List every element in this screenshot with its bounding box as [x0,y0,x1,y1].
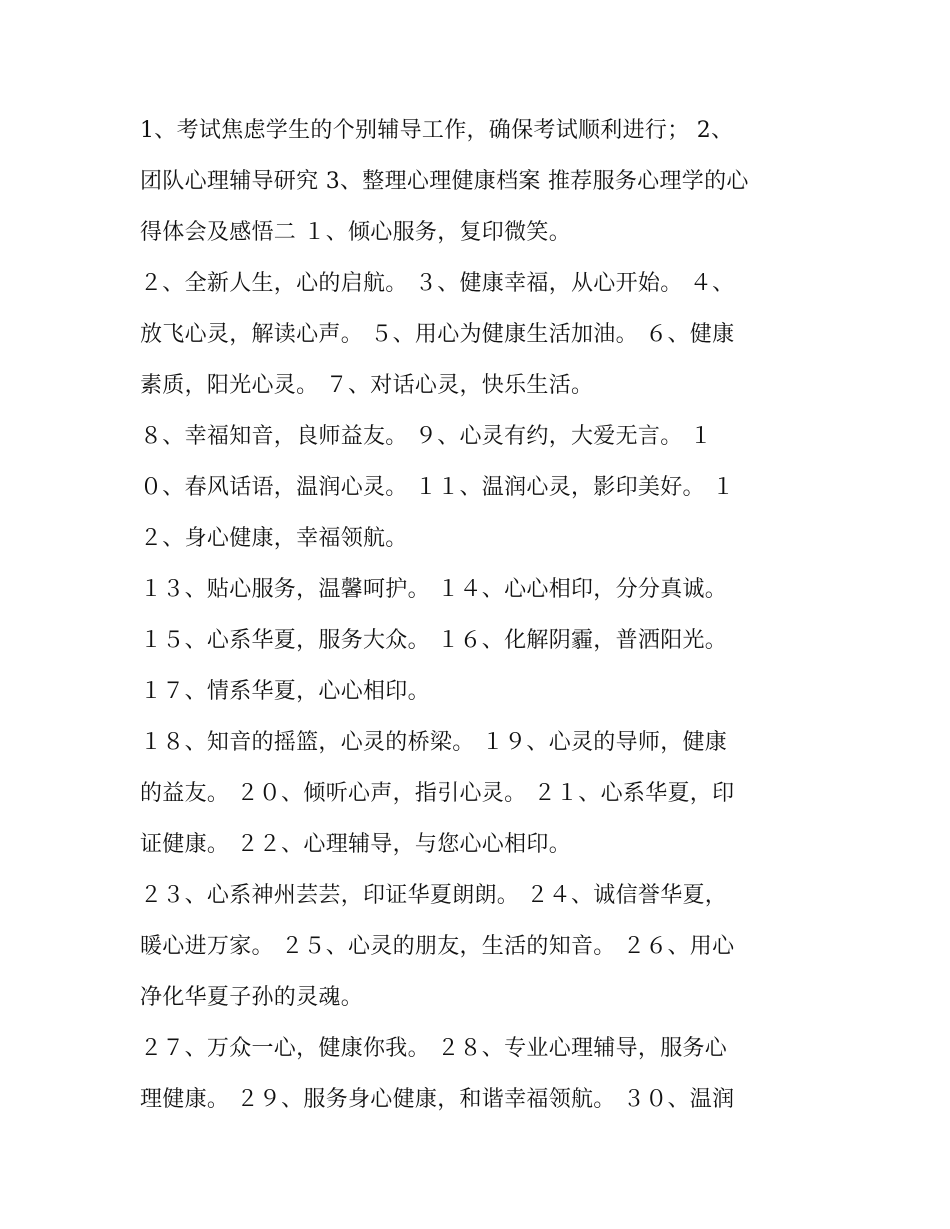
text-line: ８、幸福知音，良师益友。 ９、心灵有约，大爱无言。 １ [140,424,713,449]
text-line: ２、全新人生，心的启航。 ３、健康幸福，从心开始。 ４、 [140,271,735,296]
text-line: ２３、心系神州芸芸，印证华夏朗朗。 ２４、诚信誉华夏， [140,883,728,908]
text-line: １５、心系华夏，服务大众。 １６、化解阴霾，普洒阳光。 [140,628,728,653]
text-line: ０、春风话语，温润心灵。 １１、温润心灵，影印美好。 １ [140,475,735,500]
text-line: ２、身心健康，幸福领航。 [140,526,408,551]
text-line: 团队心理辅导研究 3、整理心理健康档案 推荐服务心理学的心 [140,169,749,194]
text-line: １３、贴心服务，温馨呵护。 １４、心心相印，分分真诚。 [140,577,728,602]
text-line: 素质，阳光心灵。 ７、对话心灵，快乐生活。 [140,373,594,398]
document-body [140,111,820,1131]
text-line: 暖心进万家。 ２５、心灵的朋友，生活的知音。 ２６、用心 [140,934,735,959]
text-line: 得体会及感悟二 １、倾心服务，复印微笑。 [140,220,571,245]
text-line: 放飞心灵，解读心声。 ５、用心为健康生活加油。 ６、健康 [140,322,735,347]
text-line: 证健康。 ２２、心理辅导，与您心心相印。 [140,832,571,857]
text-line: 1、考试焦虑学生的个别辅导工作，确保考试顺利进行； 2、 [140,118,734,143]
text-line: 的益友。 ２０、倾听心声，指引心灵。 ２１、心系华夏，印 [140,781,735,806]
text-line: １７、情系华夏，心心相印。 [140,679,430,704]
text-line: １８、知音的摇篮，心灵的桥梁。 １９、心灵的导师，健康 [140,730,728,755]
text-line: 净化华夏子孙的灵魂。 [140,985,364,1010]
text-line: 理健康。 ２９、服务身心健康，和谐幸福领航。 ３０、温润 [140,1087,735,1112]
text-line: ２７、万众一心，健康你我。 ２８、专业心理辅导，服务心 [140,1036,728,1061]
